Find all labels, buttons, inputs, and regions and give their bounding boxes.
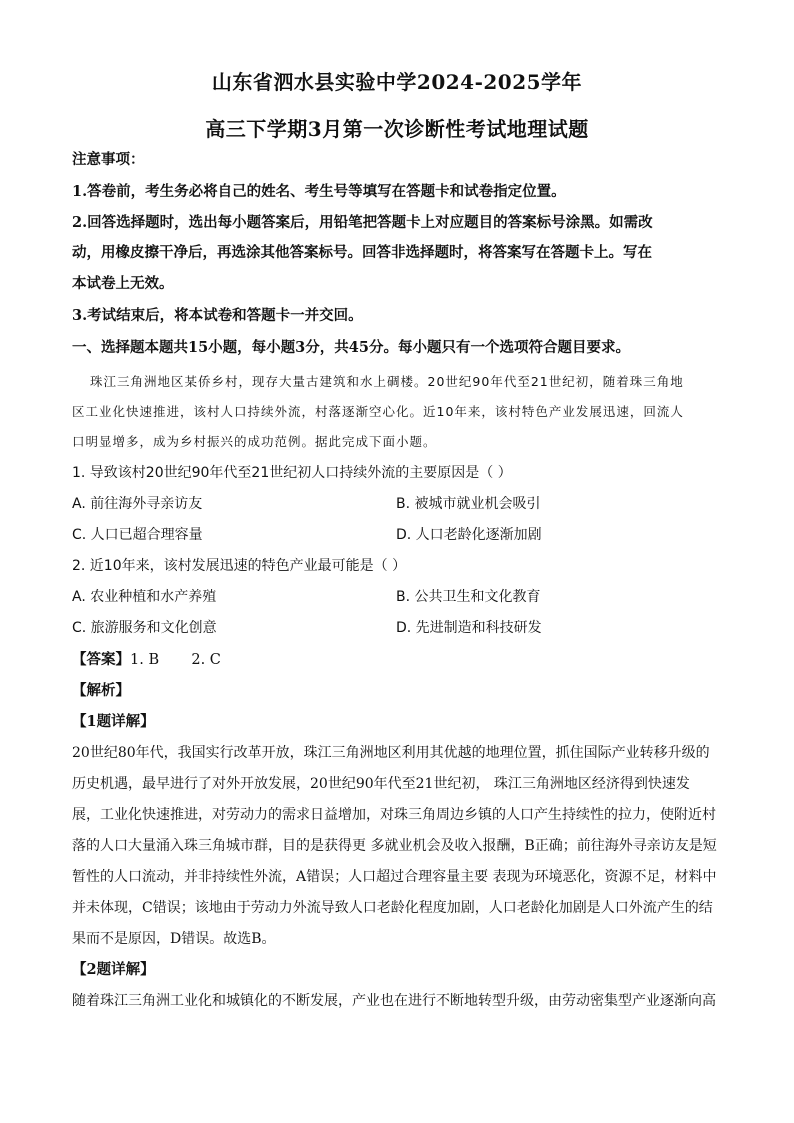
question-1-stem: 1. 导致该村20世纪90年代至21世纪初人口持续外流的主要原因是（ ） [72,465,512,481]
passage-line2: 区工业化快速推进，该村人口持续外流，村落逐渐空心化。近10年来，该村特色产业发展迅速，回流人 [72,404,684,419]
detail-1-heading: 【1题详解】 [72,713,155,730]
notice-item-1: 1.答卷前，考生务必将自己的姓名、考生号等填写在答题卡和试卷指定位置。 [72,183,566,200]
exam-title-line1: 山东省泗水县实验中学2024-2025学年 [211,70,583,94]
question-2-stem: 2. 近10年来，该村发展迅速的特色产业最可能是（ ） [72,558,407,574]
notice-item-2-line3: 本试卷上无效。 [72,275,174,292]
detail-1-line5: 暂性的人口流动，并非持续性外流，A错误；人口超过合理容量主要 表现为环境恶化，资源不足，材料中 [72,869,717,885]
passage-line1: 珠江三角洲地区某侨乡村，现存大量古建筑和水上碉楼。20世纪90年代至21世纪初，随着珠三角地 [90,374,684,389]
notice-heading: 注意事项： [72,151,145,168]
detail-1-line7: 果而不是原因，D错误。故选B。 [72,931,276,947]
answer-label: 【答案】 [72,651,130,668]
answer-text: 1. B 2. C [130,652,221,668]
detail-1-line4: 落的人口大量涌入珠三角城市群，目的是获得更 多就业机会及收入报酬，B正确；前往海外寻亲访友是短 [72,838,717,854]
analysis-label: 【解析】 [72,682,130,699]
question-1-option-d: D. 人口老龄化逐渐加剧 [396,527,542,543]
section-1-heading: 一、选择题本题共15小题，每小题3分，共45分。每小题只有一个选项符合题目要求。 [72,339,630,356]
exam-title-line2: 高三下学期3月第一次诊断性考试地理试题 [205,117,589,141]
question-2-option-d: D. 先进制造和科技研发 [396,620,542,636]
detail-2-heading: 【2题详解】 [72,961,155,978]
question-2-option-a: A. 农业种植和水产养殖 [72,589,217,605]
notice-item-2-line1: 2.回答选择题时，选出每小题答案后，用铅笔把答题卡上对应题目的答案标号涂黑。如需改 [72,214,653,231]
question-2-option-c: C. 旅游服务和文化创意 [72,620,217,636]
notice-item-3: 3.考试结束后，将本试卷和答题卡一并交回。 [72,307,363,324]
question-1-option-a: A. 前往海外寻亲访友 [72,496,203,512]
detail-1-line1: 20世纪80年代，我国实行改革开放，珠江三角洲地区利用其优越的地理位置，抓住国际产业转移升级的 [72,745,710,761]
notice-item-2-line2: 动，用橡皮擦干净后，再选涂其他答案标号。回答非选择题时，将答案写在答题卡上。写在 [72,244,652,261]
detail-1-line6: 并未体现，C错误；该地由于劳动力外流导致人口老龄化程度加剧，人口老龄化加剧是人口外流产生的结 [72,900,713,916]
question-1-option-c: C. 人口已超合理容量 [72,527,203,543]
answer-row [72,650,722,670]
detail-2-line1: 随着珠江三角洲工业化和城镇化的不断发展，产业也在进行不断地转型升级，由劳动密集型产业逐渐向高 [72,993,716,1009]
detail-1-line2: 历史机遇，最早进行了对外开放发展，20世纪90年代至21世纪初， 珠江三角洲地区经济得到快速发 [72,776,690,792]
detail-1-line3: 展，工业化快速推进，对劳动力的需求日益增加，对珠三角周边乡镇的人口产生持续性的拉力，使附近村 [72,807,716,823]
passage-line3: 口明显增多，成为乡村振兴的成功范例。据此完成下面小题。 [72,434,437,449]
question-1-option-b: B. 被城市就业机会吸引 [396,496,541,512]
question-2-option-b: B. 公共卫生和文化教育 [396,589,541,605]
